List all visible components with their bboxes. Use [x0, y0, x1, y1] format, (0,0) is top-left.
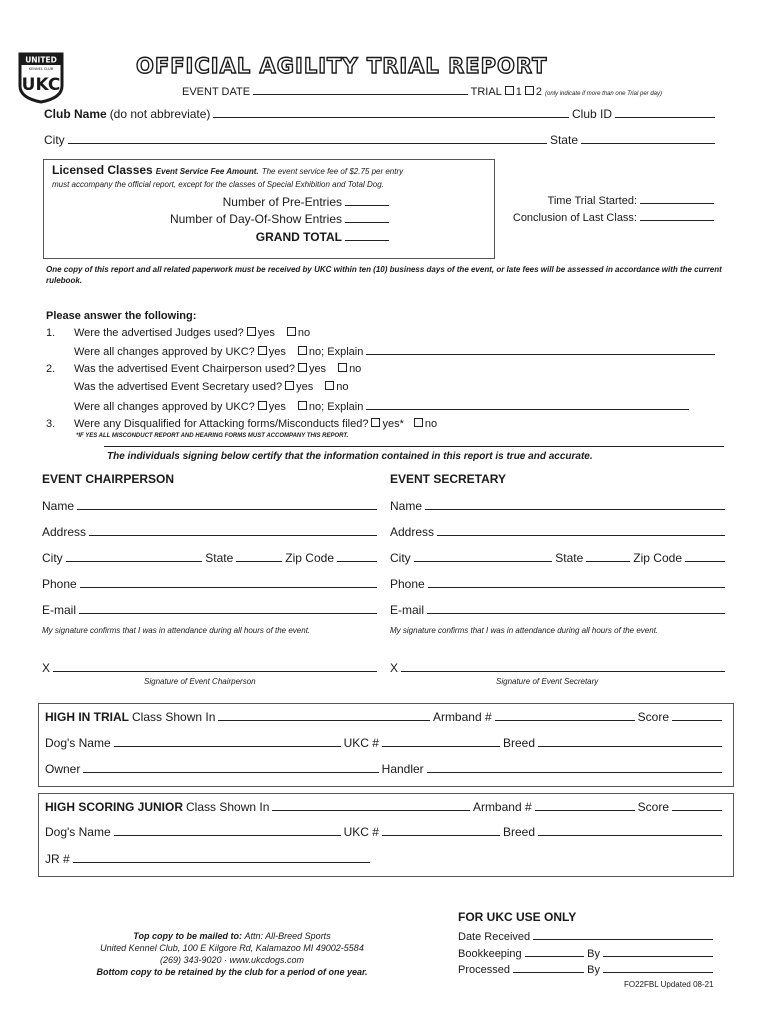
processed-by-label: By: [587, 964, 600, 976]
hit-owner-label: Owner: [45, 762, 81, 776]
hsj-score-label: Score: [637, 800, 669, 814]
mailing-contact: (269) 343-9020 · www.ukcdogs.com: [159, 955, 305, 965]
processed-label: Processed: [458, 964, 510, 976]
club-name-input[interactable]: [213, 108, 569, 118]
event-date-input[interactable]: [253, 85, 468, 95]
late-fee-notice: One copy of this report and all related paperwork must be received by UKC within ten (10) business days of the event, or late fees will be assessed in accordance with the current rulebook.: [46, 265, 722, 285]
q1a-yes-checkbox[interactable]: [247, 327, 256, 336]
chair-phone-row: [42, 577, 380, 591]
chair-zip-input[interactable]: [337, 552, 377, 562]
date-received-input[interactable]: [533, 930, 713, 940]
mailing-info: [60, 930, 404, 978]
grand-total-label: GRAND TOTAL: [255, 230, 342, 244]
bookkeeping-input[interactable]: [525, 947, 585, 957]
hit-armband-input[interactable]: [495, 711, 635, 721]
club-name-row: [44, 107, 718, 121]
bookkeeping-by-input[interactable]: [603, 947, 713, 957]
q1b-no-label: no; Explain: [308, 346, 364, 358]
q2c-explain-input[interactable]: [366, 400, 689, 410]
hit-dog-row: [45, 736, 725, 750]
sec-zip-label: Zip Code: [633, 551, 682, 565]
fee-heading: Event Service Fee Amount.: [155, 167, 259, 176]
club-name-label: Club Name: [44, 107, 107, 121]
q2a-row: [74, 363, 361, 375]
pre-entries-row: [150, 195, 392, 209]
club-name-hint: (do not abbreviate): [109, 107, 211, 121]
sec-signature-row: [390, 661, 728, 675]
q3-no-checkbox[interactable]: [414, 418, 423, 427]
hsj-class-label: Class Shown In: [186, 800, 270, 814]
sec-state-input[interactable]: [586, 552, 630, 562]
q2-number: 2.: [46, 363, 56, 375]
q1b-no-checkbox[interactable]: [298, 346, 307, 355]
sec-signature-x: X: [390, 661, 399, 675]
hit-dogs-name-input[interactable]: [114, 737, 341, 747]
hit-ukc-label: UKC #: [343, 736, 379, 750]
ukc-use-heading: FOR UKC USE ONLY: [458, 910, 577, 924]
sec-phone-input[interactable]: [428, 578, 725, 588]
q1a-no-label: no: [297, 327, 311, 339]
bookkeeping-by-label: By: [587, 948, 600, 960]
chair-state-input[interactable]: [236, 552, 282, 562]
hit-score-label: Score: [637, 710, 669, 724]
hsj-dogs-name-input[interactable]: [114, 826, 341, 836]
sec-city-label: City: [390, 551, 411, 565]
chair-signature-caption: Signature of Event Chairperson: [144, 677, 256, 686]
q3-no-label: no: [424, 418, 438, 430]
hit-ukc-input[interactable]: [382, 737, 500, 747]
hsj-heading: HIGH SCORING JUNIOR: [45, 800, 184, 814]
trial-label: TRIAL: [470, 86, 502, 98]
hit-handler-input[interactable]: [427, 763, 722, 773]
chair-name-label: Name: [42, 499, 75, 513]
hsj-jr-row: [45, 852, 373, 866]
certify-statement: The individuals signing below certify that the information contained in this report is true and accurate.: [107, 451, 593, 462]
hit-class-label: Class Shown In: [132, 710, 216, 724]
sec-city-input[interactable]: [414, 552, 553, 562]
secretary-heading: EVENT SECRETARY: [390, 472, 507, 486]
sec-email-label: E-mail: [390, 603, 425, 617]
hsj-ukc-label: UKC #: [343, 825, 379, 839]
q2c-yes-label: yes: [268, 401, 286, 413]
q2c-label: Were all changes approved by UKC?: [74, 401, 255, 413]
club-id-label: Club ID: [571, 107, 612, 121]
chair-phone-label: Phone: [42, 577, 77, 591]
q2a-no-checkbox[interactable]: [338, 363, 347, 372]
sec-signature-caption: Signature of Event Secretary: [496, 677, 599, 686]
trial-1-checkbox[interactable]: [505, 86, 514, 95]
sec-state-label: State: [555, 551, 584, 565]
chair-email-label: E-mail: [42, 603, 77, 617]
chair-address-input[interactable]: [89, 526, 377, 536]
sec-email-input[interactable]: [427, 604, 725, 614]
hsj-class-row: [45, 800, 725, 814]
date-received-label: Date Received: [458, 931, 531, 943]
q1b-explain-input[interactable]: [366, 345, 715, 355]
mailing-line1-label: Top copy to be mailed to:: [133, 931, 242, 941]
hsj-armband-label: Armband #: [472, 800, 532, 814]
q2c-no-checkbox[interactable]: [298, 401, 307, 410]
trial-1-label: 1: [515, 86, 522, 98]
chair-city-input[interactable]: [66, 552, 203, 562]
time-started-label: Time Trial Started:: [547, 195, 637, 207]
processed-row: [458, 963, 716, 976]
chair-city-label: City: [42, 551, 63, 565]
q3-yes-checkbox[interactable]: [371, 418, 380, 427]
mailing-line1-text: Attn: All-Breed Sports: [244, 931, 331, 941]
sec-address-row: [390, 525, 728, 539]
hsj-ukc-input[interactable]: [382, 826, 500, 836]
bookkeeping-label: Bookkeeping: [458, 948, 522, 960]
bookkeeping-row: [458, 947, 716, 960]
sec-name-label: Name: [390, 499, 423, 513]
q2a-no-label: no: [349, 363, 362, 375]
chair-email-input[interactable]: [79, 604, 377, 614]
chair-confirm-text: My signature confirms that I was in attendance during all hours of the event.: [42, 626, 311, 635]
conclusion-input[interactable]: [640, 211, 714, 221]
q1b-label: Were all changes approved by UKC?: [74, 346, 255, 358]
hit-owner-input[interactable]: [83, 763, 378, 773]
hsj-breed-label: Breed: [502, 825, 535, 839]
hsj-score-input[interactable]: [672, 801, 722, 811]
q2a-yes-label: yes: [308, 363, 327, 375]
hit-breed-input[interactable]: [538, 737, 722, 747]
certify-divider: [104, 446, 724, 447]
licensed-classes-text: [52, 164, 472, 191]
misconduct-footnote: *IF YES ALL MISCONDUCT REPORT AND HEARING FORMS MUST ACCOMPANY THIS REPORT.: [76, 433, 349, 439]
q2a-label: Was the advertised Event Chairperson used?: [74, 363, 295, 375]
club-city-label: City: [44, 133, 65, 147]
q2b-yes-checkbox[interactable]: [285, 381, 294, 390]
chair-name-input[interactable]: [77, 500, 377, 510]
q2b-yes-label: yes: [296, 381, 314, 393]
event-date-label: EVENT DATE: [182, 86, 251, 98]
chair-phone-input[interactable]: [80, 578, 377, 588]
q2b-row: [74, 381, 348, 393]
sec-address-input[interactable]: [437, 526, 725, 536]
hit-breed-label: Breed: [502, 736, 535, 750]
trial-2-label: 2: [535, 86, 543, 98]
hsj-armband-input[interactable]: [535, 801, 635, 811]
hit-heading: HIGH IN TRIAL: [45, 710, 129, 724]
svg-text:UKC: UKC: [21, 75, 61, 95]
hsj-jr-input[interactable]: [73, 853, 370, 863]
sec-email-row: [390, 603, 728, 617]
svg-text:KENNEL CLUB: KENNEL CLUB: [28, 67, 54, 71]
event-date-row: [182, 85, 662, 98]
q1a-yes-label: yes: [257, 327, 275, 339]
sec-zip-input[interactable]: [685, 552, 725, 562]
chair-signature-input[interactable]: [53, 662, 377, 672]
date-received-row: [458, 930, 716, 943]
sec-signature-input[interactable]: [401, 662, 725, 672]
hsj-dogs-name-label: Dog's Name: [45, 825, 111, 839]
q3-number: 3.: [46, 418, 56, 430]
sec-name-row: [390, 499, 728, 513]
chair-signature-row: [42, 661, 380, 675]
chair-signature-x: X: [42, 661, 51, 675]
mailing-address: United Kennel Club, 100 E Kilgore Rd, Kalamazoo MI 49002-5584: [100, 943, 364, 953]
time-started-input[interactable]: [640, 194, 714, 204]
processed-input[interactable]: [513, 963, 584, 973]
chair-email-row: [42, 603, 380, 617]
conclusion-label: Conclusion of Last Class:: [512, 212, 637, 224]
q2c-yes-checkbox[interactable]: [258, 401, 267, 410]
q3-row: [74, 418, 437, 430]
chairperson-heading: EVENT CHAIRPERSON: [42, 472, 175, 486]
day-of-show-row: [120, 212, 392, 226]
club-city-input[interactable]: [68, 134, 547, 144]
q1b-yes-label: yes: [268, 346, 286, 358]
q2b-label: Was the advertised Event Secretary used?: [74, 381, 283, 393]
q1b-row: [74, 345, 718, 358]
chair-city-row: [42, 551, 380, 565]
licensed-classes-heading: Licensed Classes: [52, 163, 153, 177]
chair-address-label: Address: [42, 525, 87, 539]
hit-dogs-name-label: Dog's Name: [45, 736, 111, 750]
q2b-no-checkbox[interactable]: [325, 381, 334, 390]
svg-text:UNITED: UNITED: [25, 55, 57, 65]
hsj-breed-input[interactable]: [538, 826, 722, 836]
hsj-jr-label: JR #: [45, 852, 70, 866]
sec-city-row: [390, 551, 728, 565]
q2c-row: [74, 400, 692, 413]
sec-name-input[interactable]: [425, 500, 725, 510]
day-of-show-input[interactable]: [345, 213, 389, 223]
pre-entries-input[interactable]: [345, 196, 389, 206]
sec-phone-row: [390, 577, 728, 591]
q2c-no-label: no; Explain: [308, 401, 364, 413]
day-of-show-label: Number of Day-Of-Show Entries: [169, 212, 342, 226]
hsj-dog-row: [45, 825, 725, 839]
q3-yes-label: yes*: [382, 418, 404, 430]
q3-label: Were any Disqualified for Attacking forms/Misconducts filed?: [74, 418, 369, 430]
sec-confirm-text: My signature confirms that I was in attendance during all hours of the event.: [390, 626, 659, 635]
fee-text: The event service fee of $2.75 per entry: [261, 167, 404, 176]
club-city-row: [44, 133, 718, 147]
q1-number: 1.: [46, 327, 56, 339]
q1a-row: [74, 327, 310, 339]
hit-class-input[interactable]: [218, 711, 430, 721]
grand-total-row: [200, 230, 392, 244]
club-state-input[interactable]: [581, 134, 715, 144]
hit-handler-label: Handler: [381, 762, 424, 776]
mailing-retain-note: Bottom copy to be retained by the club for a period of one year.: [96, 967, 368, 977]
processed-by-input[interactable]: [603, 963, 713, 973]
form-code: FO22FBL Updated 08-21: [624, 980, 714, 989]
q1a-no-checkbox[interactable]: [287, 327, 296, 336]
q2a-yes-checkbox[interactable]: [298, 363, 307, 372]
fee-text-2: must accompany the official report, except for the classes of Special Exhibition and Total Dog.: [52, 180, 384, 189]
time-started-row: [505, 194, 717, 207]
club-id-input[interactable]: [615, 108, 715, 118]
club-state-label: State: [549, 133, 578, 147]
questions-heading: Please answer the following:: [46, 310, 197, 322]
q1b-yes-checkbox[interactable]: [258, 346, 267, 355]
sec-phone-label: Phone: [390, 577, 425, 591]
hit-class-row: [45, 710, 725, 724]
conclusion-row: [505, 211, 717, 224]
chair-address-row: [42, 525, 380, 539]
q1a-label: Were the advertised Judges used?: [74, 327, 244, 339]
trial-2-checkbox[interactable]: [525, 86, 534, 95]
hsj-class-input[interactable]: [272, 801, 470, 811]
ukc-logo: [18, 52, 64, 104]
chair-zip-label: Zip Code: [285, 551, 334, 565]
hit-armband-label: Armband #: [432, 710, 492, 724]
chair-state-label: State: [205, 551, 234, 565]
sec-address-label: Address: [390, 525, 435, 539]
page-title: OFFICIAL AGILITY TRIAL REPORT: [136, 54, 548, 78]
grand-total-input[interactable]: [345, 231, 389, 241]
hit-score-input[interactable]: [672, 711, 722, 721]
trial-note: (only indicate if more than one Trial per day): [545, 91, 662, 97]
pre-entries-label: Number of Pre-Entries: [222, 195, 342, 209]
chair-name-row: [42, 499, 380, 513]
q2b-no-label: no: [336, 381, 349, 393]
hit-owner-row: [45, 762, 725, 776]
